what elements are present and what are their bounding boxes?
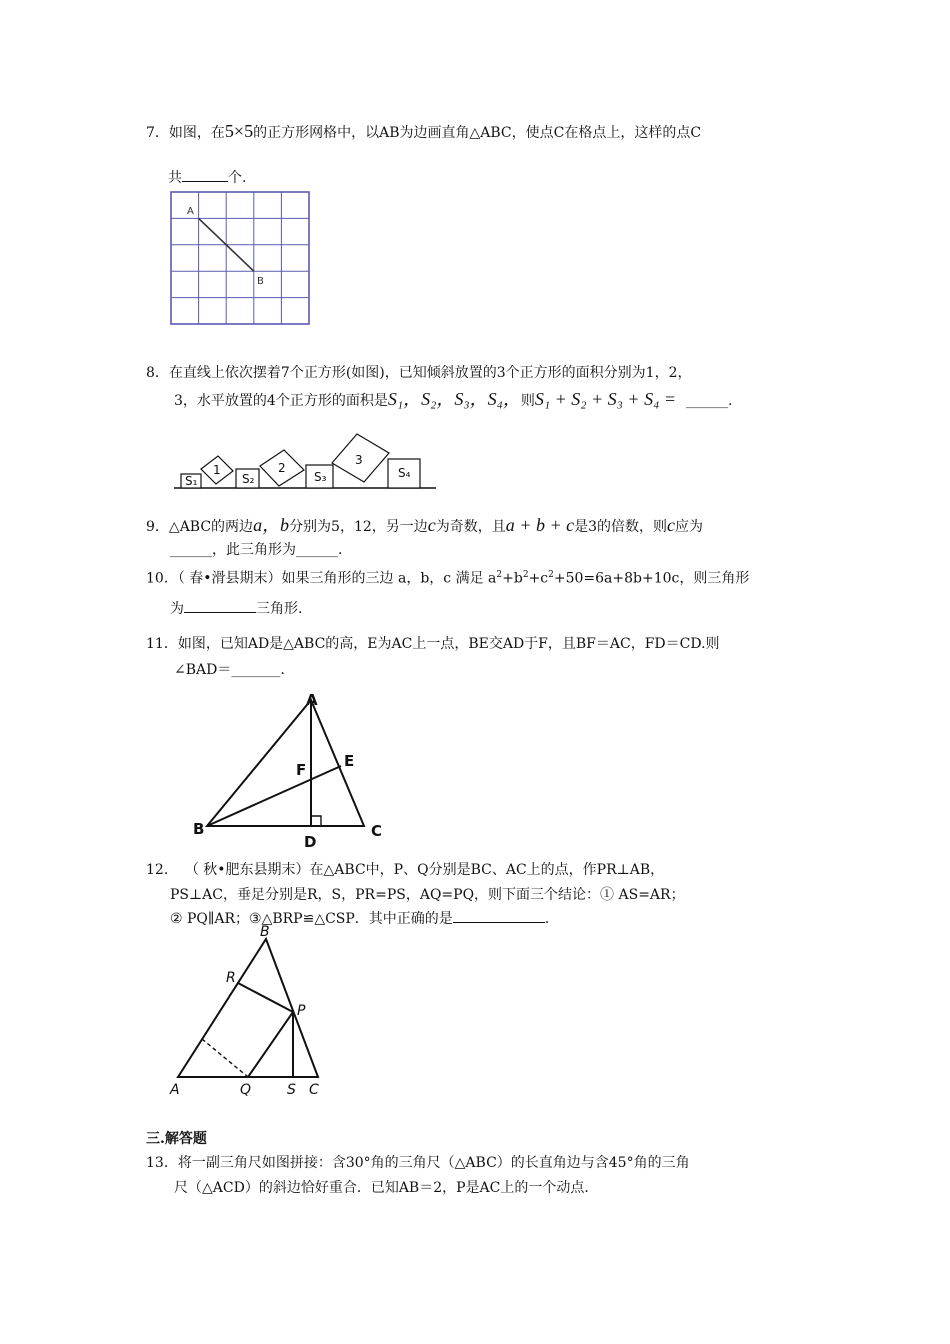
q9-vars-ab: a，b (253, 515, 290, 535)
q9-number: 9． (146, 519, 169, 535)
section-title-text: 三.解答题 (146, 1131, 207, 1147)
q7-label-a: A (187, 206, 194, 217)
q12-text-line3-post: ． (544, 911, 559, 927)
q11-label-a: A (306, 691, 318, 709)
q13-line2 (174, 1177, 598, 1199)
q10-text-line2-pre: 为 (170, 601, 184, 617)
q8-text-mid: 则 (520, 393, 535, 409)
q7-line2-pre: 共 (168, 170, 182, 186)
q10-line1 (146, 564, 749, 590)
q10-sup-3: 2 (548, 570, 554, 580)
q10-answer-blank[interactable] (184, 598, 256, 613)
q13-number: 13． (146, 1155, 178, 1171)
q10-sup-1: 2 (496, 570, 503, 580)
q9-line1 (146, 514, 703, 538)
q12-line2 (170, 884, 685, 906)
q12-line1 (146, 859, 664, 881)
q12-label-a: A (170, 1082, 180, 1098)
q7-line1 (146, 120, 701, 144)
q11-text-line2: ∠BAD＝_______. (174, 662, 285, 678)
q12-label-r: R (226, 970, 236, 986)
q9-var-c2: c (667, 515, 676, 535)
q13-text-line1: 将一副三角尺如图拼接：含30°角的三角尺（△ABC）的长直角边与含45°角的三角 (177, 1155, 690, 1171)
q8-squares-figure (174, 434, 444, 494)
q12-text-line2: PS⊥AC，垂足分别是R，S，PR=PS，AQ=PQ，则下面三个结论：① AS=AR； (170, 887, 685, 903)
q10-text-eq2: +c (528, 570, 549, 587)
q7-line2 (168, 167, 246, 189)
q12-label-s: S (287, 1082, 296, 1098)
q12-label-c: C (309, 1082, 319, 1098)
q8-text-line1: 在直线上依次摆着7个正方形(如图)，已知倾斜放置的3个正方形的面积分别为1，2， (168, 365, 692, 381)
q9-text-line2: ______，此三角形为______. (170, 542, 343, 558)
q8-text-end: ______. (685, 393, 733, 409)
q7-grid-expr: 5×5 (224, 121, 254, 141)
q11-text-line1: 如图，已知AD是△ABC的高，E为AC上一点，BE交AD于F，且BF＝AC，FD＝CD.则 (177, 636, 720, 652)
q10-line2 (170, 598, 302, 620)
q8-sum-expr: S₁ + S₂ + S₃ + S₄ = (534, 389, 676, 409)
q12-dashed-line (202, 1039, 248, 1077)
section-title (146, 1128, 207, 1150)
q8-text-pre: 3，水平放置的4个正方形的面积是 (174, 393, 388, 409)
q7-grid-figure (170, 190, 310, 330)
q11-triangle-figure (190, 690, 390, 850)
q9-var-c: c (427, 515, 436, 535)
q12-number: 12． (146, 862, 178, 878)
q12-label-p: P (297, 1003, 306, 1019)
q13-line1 (146, 1152, 690, 1174)
q11-label-d: D (304, 833, 317, 851)
q9-text-b: 分别为5，12，另一边 (289, 519, 428, 535)
q8-line1 (146, 362, 691, 384)
q13-text-line2: 尺（△ACD）的斜边恰好重合．已知AB＝2，P是AC上的一个动点． (174, 1180, 599, 1196)
q8-number: 8． (146, 365, 169, 381)
q10-number: 10． (146, 570, 178, 587)
q8-s-terms: S₁，S₂，S₃，S₄， (387, 389, 521, 409)
q11-label-e: E (344, 752, 355, 770)
q10-text-eq3: +50=6a+8b+10c，则三角形 (553, 570, 750, 587)
q9-line2 (170, 539, 342, 561)
q8-line2 (174, 388, 732, 412)
q11-line1 (146, 633, 720, 655)
q12-answer-blank[interactable] (453, 908, 545, 923)
q8-label-s3: S₃ (314, 470, 327, 484)
q9-text-d: 是3的倍数，则 (574, 519, 668, 535)
q7-text-post: 的正方形网格中，以AB为边画直角△ABC，使点C在格点上，这样的点C (253, 125, 702, 141)
q12-text-line3-pre: ② PQ∥AR；③△BRP≌△CSP．其中正确的是 (170, 911, 453, 927)
q12-label-b: B (260, 924, 270, 940)
q12-triangle-figure (166, 922, 346, 1102)
q11-label-f: F (296, 761, 307, 779)
q9-text-e: 应为 (675, 519, 704, 535)
q9-text-c: 为奇数，且 (435, 519, 506, 535)
q12-label-q: Q (240, 1082, 252, 1098)
q10-sup-2: 2 (522, 570, 529, 580)
q7-text-pre: 如图，在 (168, 125, 225, 141)
q9-text-a: △ABC的两边 (168, 519, 254, 535)
q11-number: 11． (146, 636, 178, 652)
q8-label-s2: S₂ (242, 472, 255, 486)
q10-text-pre: （ 春•滑县期末）如果三角形的三边 a，b，c 满足 a (177, 570, 497, 587)
q11-label-b: B (193, 820, 205, 838)
q8-label-3: 3 (355, 453, 363, 467)
q8-label-1: 1 (213, 463, 221, 477)
q7-label-b: B (257, 276, 264, 287)
q8-label-s4: S₄ (398, 466, 411, 480)
q7-number: 7． (146, 125, 169, 141)
q11-line2 (174, 659, 285, 681)
q8-label-s1: S₁ (185, 474, 198, 488)
q8-label-2: 2 (278, 461, 286, 475)
q10-text-line2-post: 三角形. (256, 601, 303, 617)
q12-text-line1: （ 秋•肥东县期末）在△ABC中，P、Q分别是BC、AC上的点，作PR⊥AB， (191, 862, 665, 878)
q7-answer-blank[interactable] (182, 167, 228, 182)
q7-line2-post: 个. (228, 170, 247, 186)
q11-label-c: C (371, 822, 383, 840)
q9-sum: a + b + c (505, 515, 575, 535)
q10-text-eq: +b (502, 570, 523, 587)
